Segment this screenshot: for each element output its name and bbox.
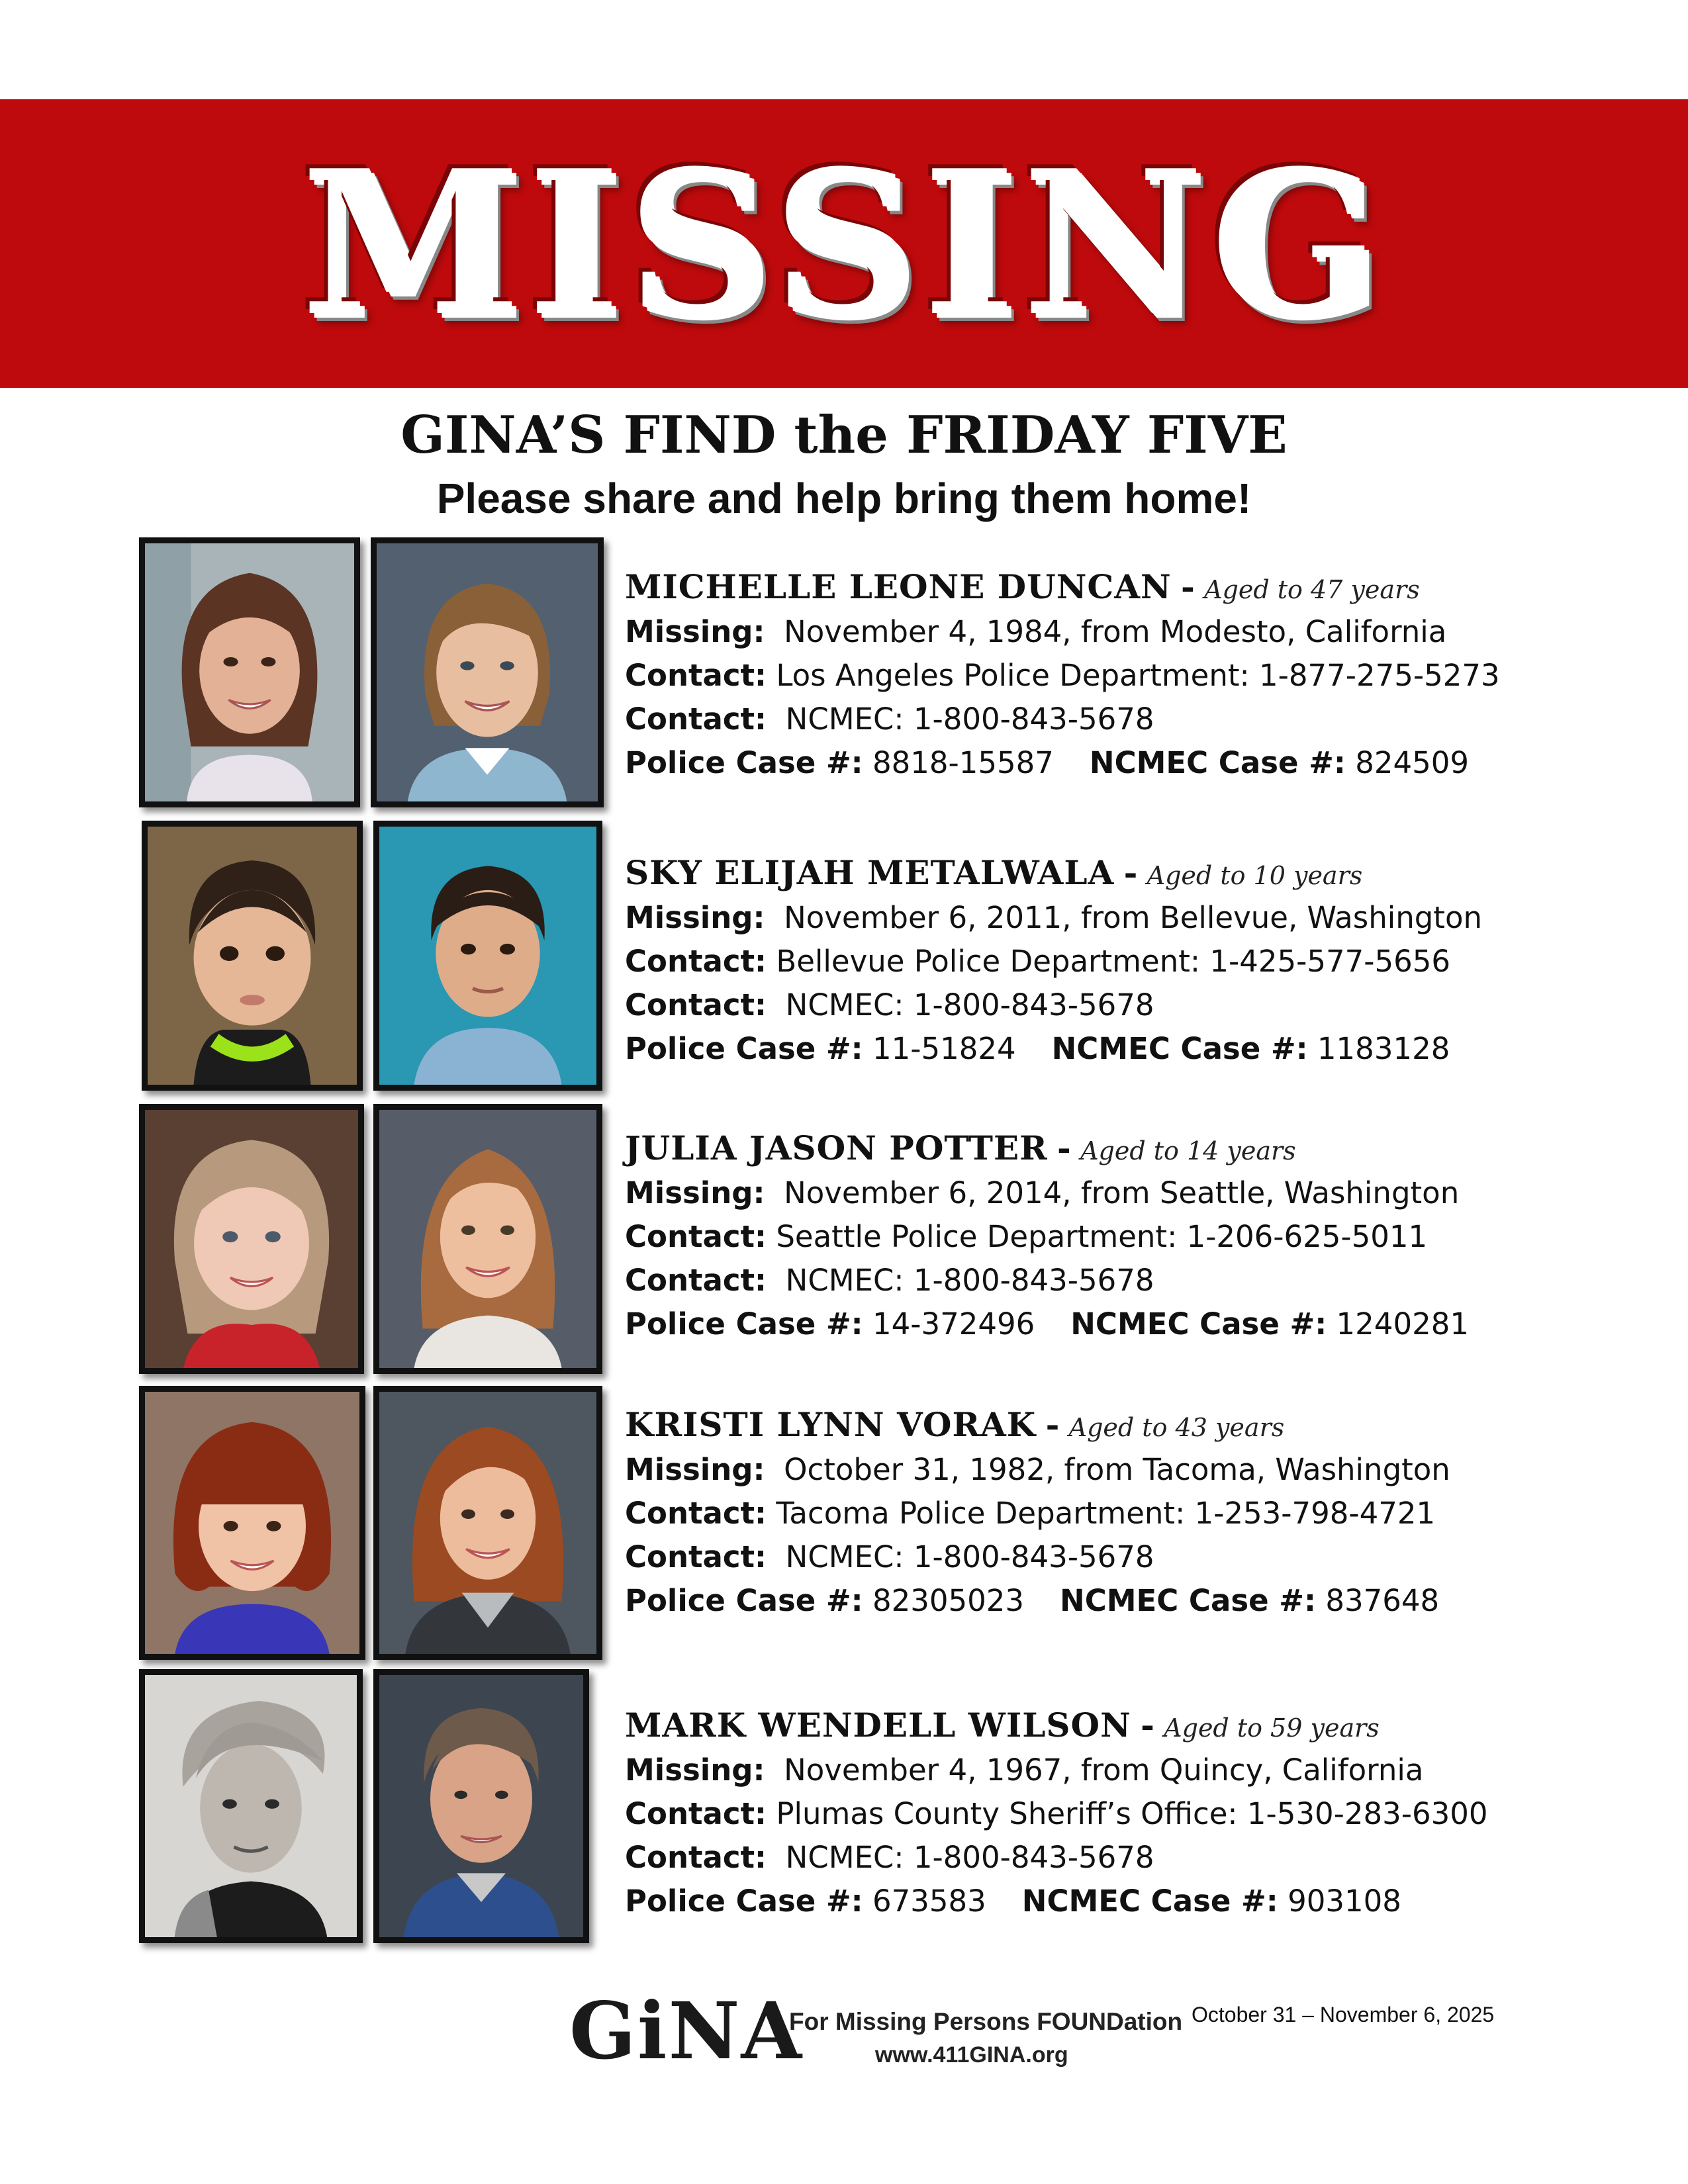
person-3-details <box>625 1125 1658 1346</box>
name-separator: - <box>1057 1128 1071 1167</box>
contact-police: Los Angeles Police Department: 1-877-275-5273 <box>776 658 1500 693</box>
contact-label: Contact: <box>625 1496 767 1531</box>
person-name: KRISTI LYNN VORAK <box>625 1405 1037 1444</box>
person-5-age-progressed-photo <box>373 1669 589 1943</box>
ncmec-case-number: 1183128 <box>1317 1031 1450 1066</box>
ncmec-case-label: NCMEC Case #: <box>1021 1884 1278 1919</box>
contact-ncmec: NCMEC: 1-800-843-5678 <box>785 1840 1154 1875</box>
page-subtitle: GINA’S FIND the FRIDAY FIVE <box>400 405 1288 465</box>
missing-info: November 4, 1984, from Modesto, California <box>784 614 1447 649</box>
missing-label: Missing: <box>625 1452 765 1487</box>
police-case-label: Police Case #: <box>625 1583 863 1618</box>
police-case-label: Police Case #: <box>625 1884 863 1919</box>
banner-title: MISSING <box>301 126 1387 360</box>
tagline: Please share and help bring them home! <box>436 475 1252 522</box>
police-case-number: 673583 <box>872 1884 986 1919</box>
name-separator: - <box>1181 567 1195 606</box>
contact-label: Contact: <box>625 1263 767 1298</box>
person-4-details <box>625 1402 1658 1623</box>
person-3-age-progressed-photo <box>373 1104 602 1374</box>
aged-to: Aged to 43 years <box>1068 1413 1285 1442</box>
person-4-age-progressed-photo <box>373 1386 602 1660</box>
contact-police: Seattle Police Department: 1-206-625-5011 <box>776 1219 1428 1254</box>
person-1-details <box>625 564 1658 785</box>
missing-banner <box>0 99 1688 388</box>
contact-label: Contact: <box>625 1219 767 1254</box>
name-separator: - <box>1045 1405 1060 1444</box>
missing-label: Missing: <box>625 1175 765 1210</box>
date-range: October 31 – November 6, 2025 <box>1192 2003 1495 2026</box>
missing-info: November 4, 1967, from Quincy, California <box>784 1752 1424 1788</box>
name-separator: - <box>1141 1706 1154 1745</box>
person-1-age-progressed-photo <box>371 537 604 807</box>
contact-ncmec: NCMEC: 1-800-843-5678 <box>785 1263 1154 1298</box>
contact-ncmec: NCMEC: 1-800-843-5678 <box>785 1539 1154 1574</box>
ncmec-case-number: 837648 <box>1325 1583 1440 1618</box>
contact-police: Bellevue Police Department: 1-425-577-5656 <box>776 944 1450 979</box>
police-case-number: 14-372496 <box>872 1306 1035 1342</box>
police-case-number: 8818-15587 <box>872 745 1054 780</box>
missing-info: October 31, 1982, from Tacoma, Washington <box>784 1452 1450 1487</box>
contact-ncmec: NCMEC: 1-800-843-5678 <box>785 987 1154 1023</box>
foundation-url[interactable]: www.411GINA.org <box>875 2042 1068 2068</box>
person-1-childhood-photo <box>139 537 360 807</box>
person-5-details <box>625 1702 1658 1923</box>
person-5-childhood-photo <box>139 1669 363 1943</box>
aged-to: Aged to 59 years <box>1164 1713 1380 1743</box>
foundation-name: For Missing Persons FOUNDation <box>789 2008 1183 2035</box>
person-name: JULIA JASON POTTER <box>625 1128 1048 1167</box>
person-2-age-progressed-photo <box>373 821 602 1091</box>
contact-label: Contact: <box>625 1840 767 1875</box>
contact-label: Contact: <box>625 702 767 737</box>
ncmec-case-label: NCMEC Case #: <box>1060 1583 1316 1618</box>
missing-label: Missing: <box>625 614 765 649</box>
person-name: MARK WENDELL WILSON <box>625 1706 1131 1745</box>
gina-logo: GiNA <box>569 1985 804 2077</box>
missing-label: Missing: <box>625 900 765 935</box>
ncmec-case-number: 1240281 <box>1336 1306 1469 1342</box>
aged-to: Aged to 14 years <box>1080 1136 1296 1165</box>
contact-label: Contact: <box>625 658 767 693</box>
ncmec-case-number: 903108 <box>1288 1884 1401 1919</box>
person-3-childhood-photo <box>139 1104 364 1374</box>
contact-police: Plumas County Sheriff’s Office: 1-530-283-6300 <box>776 1796 1488 1831</box>
ncmec-case-number: 824509 <box>1355 745 1469 780</box>
police-case-label: Police Case #: <box>625 1031 863 1066</box>
person-4-childhood-photo <box>139 1386 365 1660</box>
missing-info: November 6, 2011, from Bellevue, Washington <box>784 900 1482 935</box>
ncmec-case-label: NCMEC Case #: <box>1089 745 1346 780</box>
ncmec-case-label: NCMEC Case #: <box>1070 1306 1327 1342</box>
missing-info: November 6, 2014, from Seattle, Washington <box>784 1175 1460 1210</box>
police-case-number: 82305023 <box>872 1583 1025 1618</box>
police-case-label: Police Case #: <box>625 745 863 780</box>
name-separator: - <box>1123 853 1138 892</box>
aged-to: Aged to 10 years <box>1147 861 1363 890</box>
ncmec-case-label: NCMEC Case #: <box>1051 1031 1308 1066</box>
contact-label: Contact: <box>625 1539 767 1574</box>
aged-to: Aged to 47 years <box>1204 575 1420 604</box>
person-name: SKY ELIJAH METALWALA <box>625 853 1115 892</box>
contact-label: Contact: <box>625 1796 767 1831</box>
contact-label: Contact: <box>625 987 767 1023</box>
police-case-label: Police Case #: <box>625 1306 863 1342</box>
contact-ncmec: NCMEC: 1-800-843-5678 <box>785 702 1154 737</box>
person-name: MICHELLE LEONE DUNCAN <box>625 567 1172 606</box>
contact-police: Tacoma Police Department: 1-253-798-4721 <box>776 1496 1436 1531</box>
person-2-details <box>625 850 1658 1071</box>
person-2-childhood-photo <box>142 821 363 1091</box>
missing-label: Missing: <box>625 1752 765 1788</box>
police-case-number: 11-51824 <box>872 1031 1016 1066</box>
contact-label: Contact: <box>625 944 767 979</box>
